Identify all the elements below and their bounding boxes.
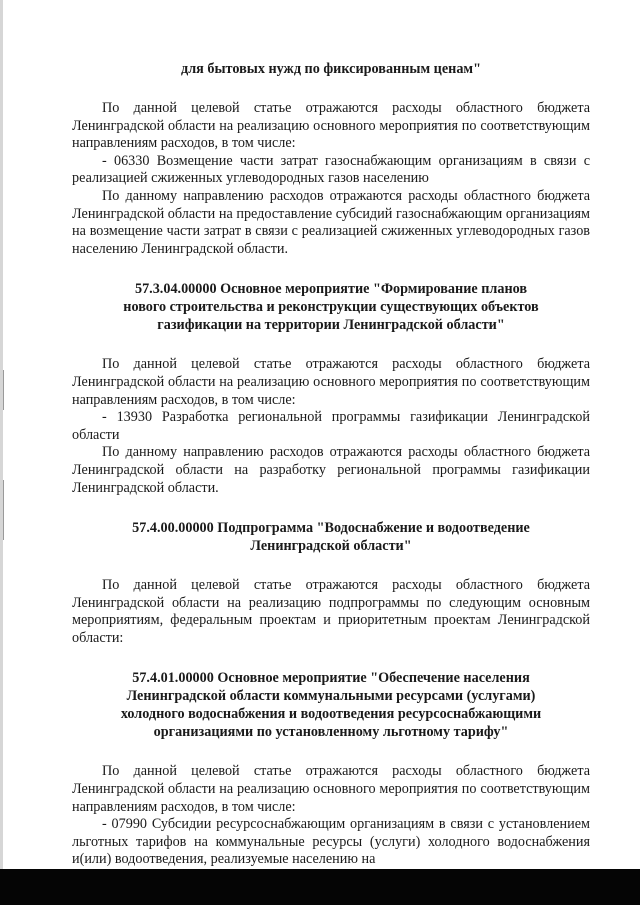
paragraph: По данной целевой статье отражаются расходы областного бюджета Ленинградской области на реализацию основного мероприятия по соответствующим направлениям расходов, в том числе: [72,763,590,815]
section-heading-57-3-04 [80,280,582,334]
heading-line: газификации на территории Ленинградской области" [157,317,505,334]
paragraph: По данному направлению расходов отражаются расходы областного бюджета Ленинградской области на предоставление субсидий газоснабжающим организациям на возмещение части затрат в связи с реализацией сжиженных углеводородных газов населению Ленинградской области. [72,187,590,257]
heading-line: для бытовых нужд по фиксированным ценам" [181,61,481,77]
heading-line: 57.4.01.00000 Основное мероприятие "Обеспечение населения [132,670,530,687]
expense-item-paragraph: - 13930 Разработка региональной программы газификации Ленинградской области [72,409,590,443]
heading-line: Ленинградской области коммунальными ресурсами (услугами) [126,688,536,705]
paragraph: По данному направлению расходов отражаются расходы областного бюджета Ленинградской области на разработку региональной программы газификации Ленинградской области. [72,444,590,496]
paragraph: По данной целевой статье отражаются расходы областного бюджета Ленинградской области на реализацию основного мероприятия по соответствующим направлениям расходов, в том числе: [72,356,590,408]
section-heading-57-4-01 [80,669,582,741]
scan-bottom-band [0,869,640,905]
section-heading-continuation [80,60,582,78]
section-heading-57-4-00 [80,519,582,555]
paragraph: По данной целевой статье отражаются расходы областного бюджета Ленинградской области на реализацию подпрограммы по следующим основным мероприятиям, федеральным проектам и приоритетным проектам Ленинградской области: [72,577,590,646]
heading-line: Ленинградской области" [250,538,412,555]
heading-line: холодного водоснабжения и водоотведения ресурсоснабжающими [120,706,542,723]
heading-line: 57.4.00.00000 Подпрограмма "Водоснабжение и водоотведение [132,520,530,537]
paragraph: По данной целевой статье отражаются расходы областного бюджета Ленинградской области на реализацию основного мероприятия по соответствующим направлениям расходов, в том числе: [72,100,590,152]
expense-item-paragraph: - 06330 Возмещение части затрат газоснабжающим организациям в связи с реализацией сжиженных углеводородных газов населению [72,152,590,187]
heading-line: нового строительства и реконструкции существующих объектов [123,299,539,316]
heading-line: организациями по установленному льготному тарифу" [153,724,509,741]
heading-line: 57.3.04.00000 Основное мероприятие "Формирование планов [134,281,528,298]
expense-item-paragraph: - 07990 Субсидии ресурсоснабжающим организациям в связи с установлением льготных тарифов на коммунальные ресурсы (услуги) холодного водоснабжения и(или) водоотведения, реализуемые населению на [72,816,590,868]
